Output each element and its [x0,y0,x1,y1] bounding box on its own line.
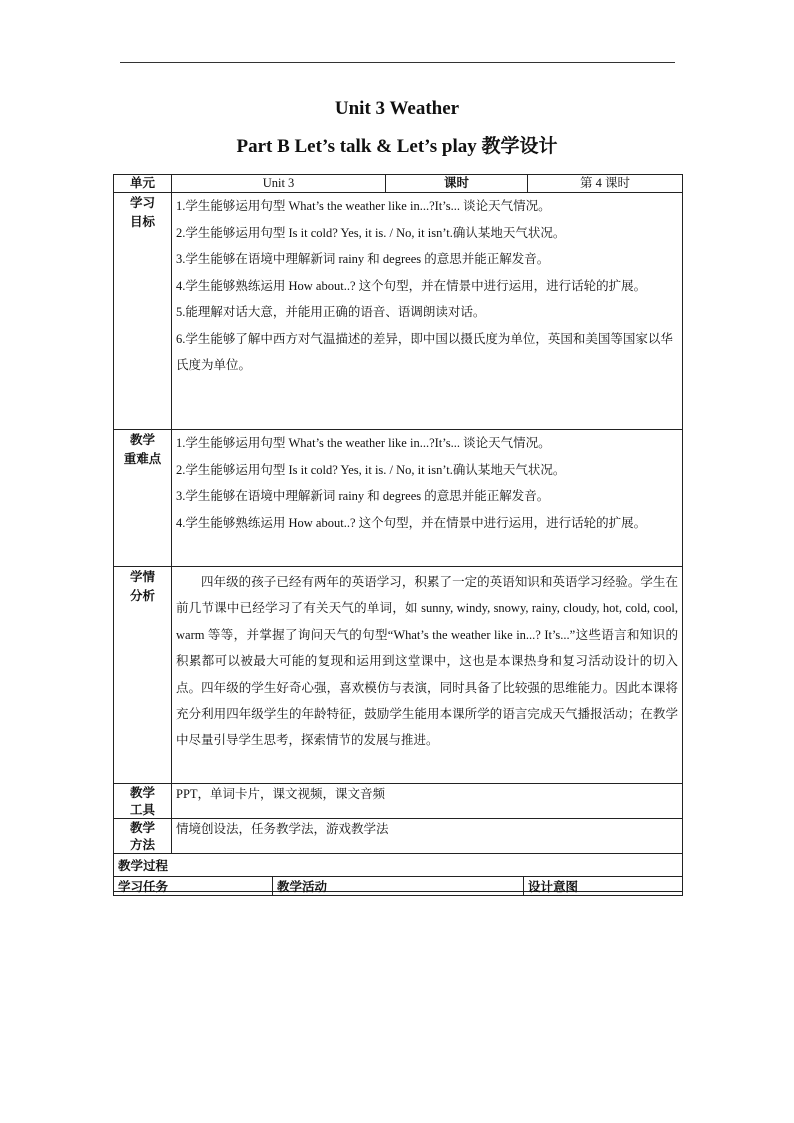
process-header-row [114,877,683,896]
key-point-item: 1.学生能够运用句型 What’s the weather like in...?It’s... 谈论天气情况。 [176,436,551,450]
header-rule [120,62,675,63]
objectives-label-line1: 学习 [129,195,155,210]
key-points-label-line1: 教学 [129,432,155,447]
objectives-label [114,193,172,430]
process-col-task: 学习任务 [114,877,273,896]
unit-label: 单元 [114,175,172,193]
objectives-content [172,193,683,430]
analysis-text: 四年级的孩子已经有两年的英语学习，积累了一定的英语知识和英语学习经验。学生在前几节课中已经学习了有关天气的单词，如 sunny, windy, snowy, rainy, cloudy, hot, cold, cool, warm 等等，并掌握了询问天气的句型“What’s the weather like in...? It’s...”这些语言和知识的积累都可以被最大可能的复现和运用到这堂课中，这也是本课热身和复习活动设计的切入点。四年级的学生好奇心强，喜欢模仿与表演，同时具备了比较强的思维能力。因此本课将充分利用四年级学生的年龄特征，鼓励学生能用本课所学的语言完成天气播报活动；在教学中尽量引导学生思考，探索情节的发展与推进。 [176,575,678,748]
period-label: 课时 [386,175,528,193]
process-col-intent: 设计意图 [524,877,683,896]
key-points-content [172,430,683,567]
document-subtitle: Part B Let’s talk & Let’s play 教学设计 [236,136,558,157]
process-label: 教学过程 [114,854,683,892]
objective-item: 4.学生能够熟练运用 How about..? 这个句型，并在情景中进行运用，进行话轮的扩展。 [176,278,647,293]
analysis-label-line2: 分析 [129,588,155,603]
methods-label [114,819,172,854]
analysis-row [114,567,683,784]
unit-row [114,175,683,193]
tools-content [172,784,683,819]
objectives-label-line2: 目标 [129,214,155,229]
methods-text: 情境创设法，任务教学法，游戏教学法 [176,822,389,836]
objective-item: 1.学生能够运用句型 What’s the weather like in...?It’s... 谈论天气情况。 [176,199,551,213]
key-point-item: 2.学生能够运用句型 Is it cold? Yes, it is. / No, it isn’t.确认某地天气状况。 [176,462,566,477]
analysis-content [172,567,683,784]
key-point-item: 4.学生能够熟练运用 How about..? 这个句型，并在情景中进行运用，进行话轮的扩展。 [176,515,647,530]
tools-label-line1: 教学 [129,785,155,800]
key-point-item: 3.学生能够在语境中理解新词 rainy 和 degrees 的意思并能正解发音。 [176,489,550,503]
objective-item: 5.能理解对话大意，并能用正确的语音、语调朗读对话。 [176,305,486,319]
process-columns-table [113,876,683,896]
objective-item: 3.学生能够在语境中理解新词 rainy 和 degrees 的意思并能正解发音。 [176,252,550,266]
key-points-label-line2: 重难点 [123,451,162,466]
lesson-plan-table [113,174,683,892]
objective-item: 6.学生能够了解中西方对气温描述的差异，即中国以摄氏度为单位，英国和美国等国家以华氏度为单位。 [176,331,673,372]
tools-label-line2: 工具 [129,802,155,817]
unit-value: Unit 3 [172,175,386,193]
tools-label [114,784,172,819]
methods-label-line1: 教学 [129,820,155,835]
analysis-label [114,567,172,784]
key-points-label [114,430,172,567]
period-value: 第 4 课时 [528,175,683,193]
objective-item: 2.学生能够运用句型 Is it cold? Yes, it is. / No, it isn’t.确认某地天气状况。 [176,225,566,240]
methods-content [172,819,683,854]
key-points-row [114,430,683,567]
tools-row [114,784,683,819]
tools-text: PPT，单词卡片，课文视频，课文音频 [176,787,386,801]
analysis-label-line1: 学情 [129,569,155,584]
methods-row [114,819,683,854]
process-col-activity: 教学活动 [273,877,524,896]
document-title: Unit 3 Weather [334,98,460,119]
objectives-row [114,193,683,430]
methods-label-line2: 方法 [129,837,155,852]
